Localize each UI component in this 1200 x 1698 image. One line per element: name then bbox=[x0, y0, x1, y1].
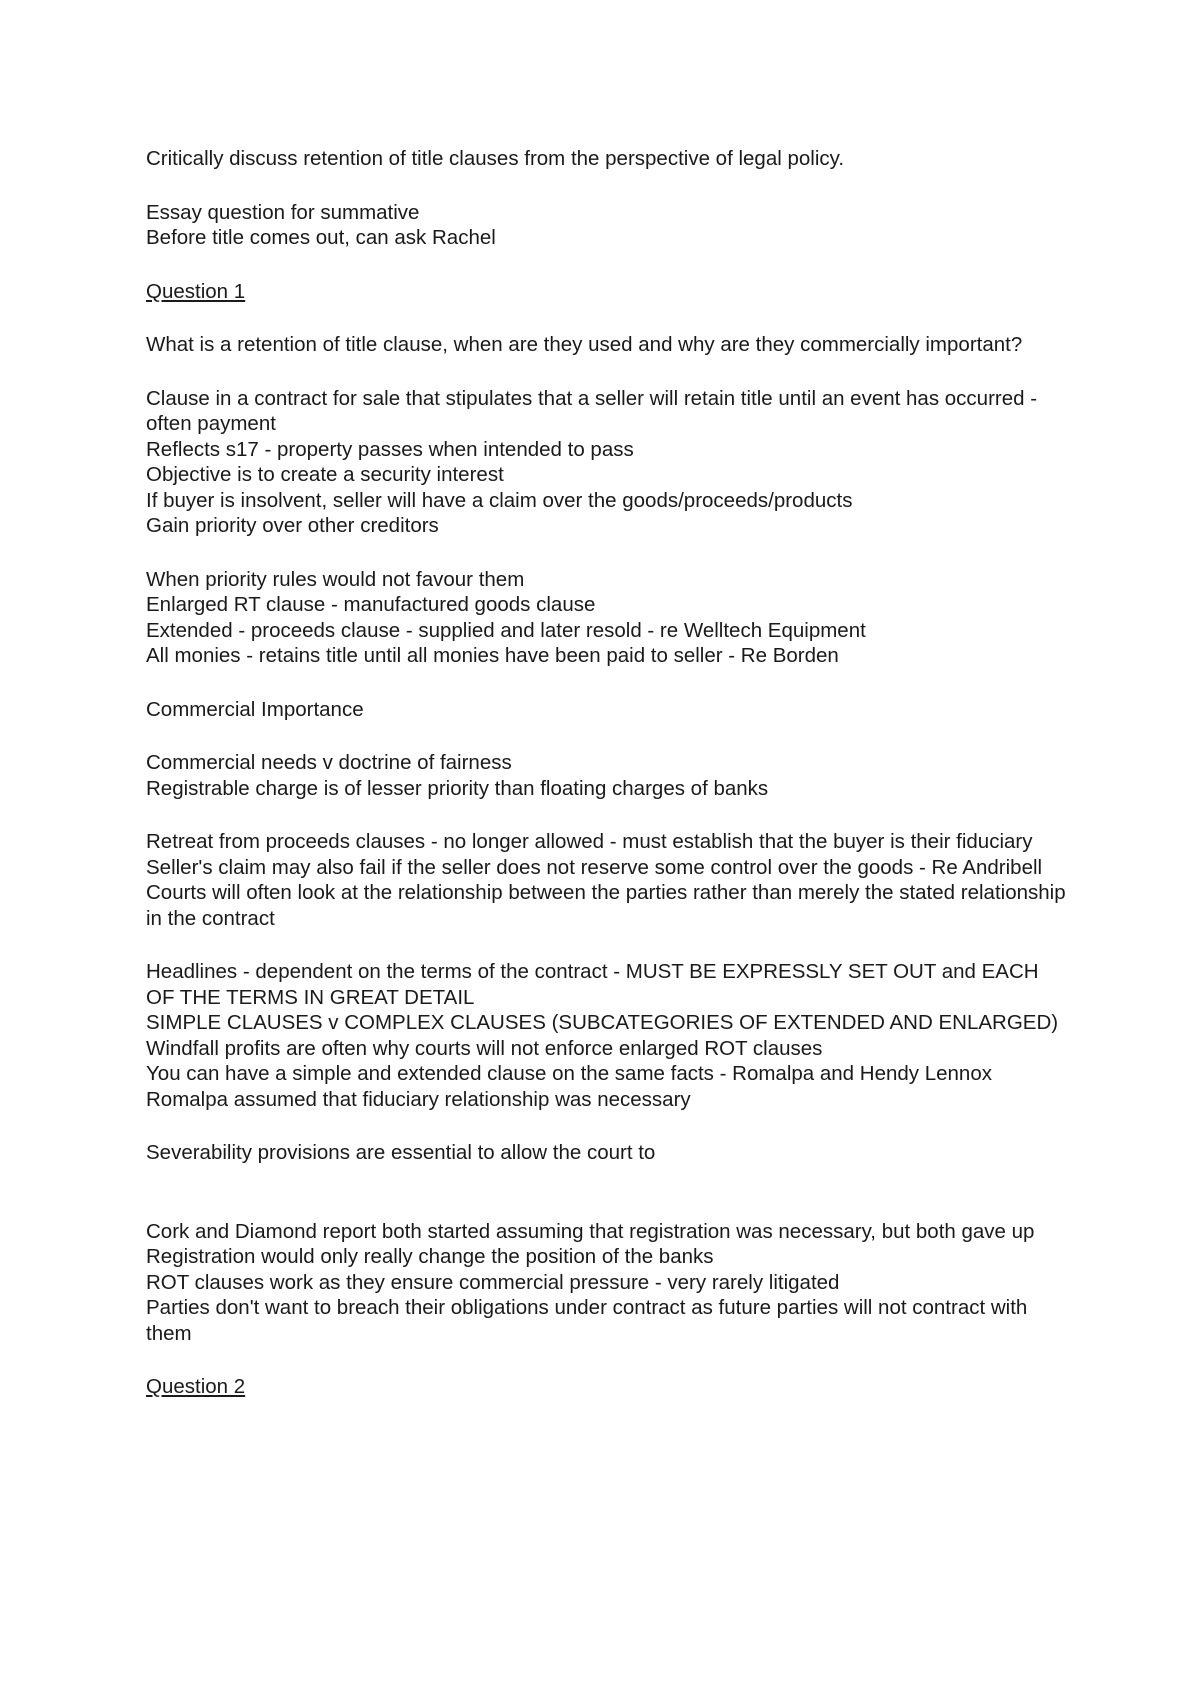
intro-line: Before title comes out, can ask Rachel bbox=[146, 226, 496, 249]
note-line: Commercial needs v doctrine of fairness bbox=[146, 751, 512, 774]
note-line: Courts will often look at the relationship between the parties rather than merely the stated relationship in the contract bbox=[146, 881, 1066, 930]
note-line: ROT clauses work as they ensure commercial pressure - very rarely litigated bbox=[146, 1270, 840, 1294]
spacer bbox=[146, 358, 1066, 386]
note-line: Gain priority over other creditors bbox=[146, 514, 439, 537]
note-line: Headlines - dependent on the terms of the contract - MUST BE EXPRESSLY SET OUT and EACH OF THE TERMS IN GREAT DETAIL bbox=[146, 960, 1039, 1009]
note-line: Clause in a contract for sale that stipulates that a seller will retain title until an event has occurred - often payment bbox=[146, 386, 1038, 435]
spacer bbox=[146, 1346, 1066, 1374]
commercial-importance-heading: Commercial Importance bbox=[146, 697, 364, 721]
question-2-heading: Question 2 bbox=[146, 1375, 246, 1398]
note-line: All monies - retains title until all monies have been paid to seller - Re Borden bbox=[146, 644, 839, 667]
document-body bbox=[146, 146, 1066, 1400]
note-line: If buyer is insolvent, seller will have a claim over the goods/proceeds/products bbox=[146, 488, 853, 512]
spacer bbox=[146, 251, 1066, 279]
note-line: When priority rules would not favour them bbox=[146, 567, 525, 591]
note-line: Registration would only really change the position of the banks bbox=[146, 1245, 714, 1268]
note-line: Seller's claim may also fail if the seller does not reserve some control over the goods - Re Andribell bbox=[146, 855, 1043, 879]
question-1-heading: Question 1 bbox=[146, 279, 246, 303]
spacer bbox=[146, 1112, 1066, 1140]
note-line: Registrable charge is of lesser priority than floating charges of banks bbox=[146, 776, 769, 800]
note-line: Parties don't want to breach their obligations under contract as future parties will not contract with them bbox=[146, 1296, 1028, 1345]
spacer bbox=[146, 172, 1066, 200]
spacer bbox=[146, 539, 1066, 567]
spacer bbox=[146, 304, 1066, 332]
note-line: SIMPLE CLAUSES v COMPLEX CLAUSES (SUBCATEGORIES OF EXTENDED AND ENLARGED) bbox=[146, 1011, 1059, 1034]
spacer bbox=[146, 1166, 1066, 1219]
question-1-text: What is a retention of title clause, when are they used and why are they commercially important? bbox=[146, 333, 1023, 356]
spacer bbox=[146, 722, 1066, 750]
note-line: Windfall profits are often why courts will not enforce enlarged ROT clauses bbox=[146, 1036, 823, 1060]
spacer bbox=[146, 931, 1066, 959]
note-line: Cork and Diamond report both started assuming that registration was necessary, but both gave up bbox=[146, 1219, 1035, 1243]
spacer bbox=[146, 801, 1066, 829]
essay-title: Critically discuss retention of title clauses from the perspective of legal policy. bbox=[146, 147, 845, 170]
note-line: Enlarged RT clause - manufactured goods clause bbox=[146, 593, 596, 616]
spacer bbox=[146, 669, 1066, 697]
note-line: Reflects s17 - property passes when intended to pass bbox=[146, 437, 634, 461]
note-line: Retreat from proceeds clauses - no longer allowed - must establish that the buyer is their fiduciary bbox=[146, 830, 1033, 853]
intro-line: Essay question for summative bbox=[146, 200, 420, 224]
note-line: Objective is to create a security interest bbox=[146, 463, 504, 486]
note-line: Extended - proceeds clause - supplied and later resold - re Welltech Equipment bbox=[146, 618, 866, 642]
note-line: You can have a simple and extended clause on the same facts - Romalpa and Hendy Lennox bbox=[146, 1062, 992, 1085]
severability-line: Severability provisions are essential to allow the court to bbox=[146, 1141, 656, 1164]
note-line: Romalpa assumed that fiduciary relationship was necessary bbox=[146, 1087, 691, 1111]
